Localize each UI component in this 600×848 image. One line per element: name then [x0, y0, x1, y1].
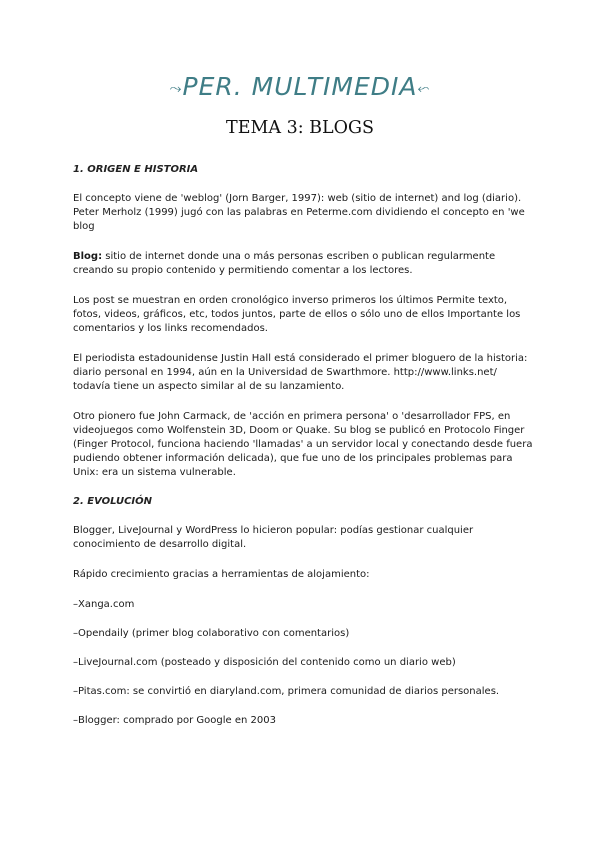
list-item: –Blogger: comprado por Google en 2003 — [73, 715, 276, 726]
paragraph-posts: Los post se muestran en orden cronológico inverso primeros los últimos Permite texto, fotos, videos, gráficos, etc, todos juntos, parte de ellos o sólo uno de ellos Importante los comentarios y los links recomendados. — [73, 295, 521, 334]
section-heading-origen: 1. ORIGEN E HISTORIA — [73, 164, 199, 175]
course-header — [0, 72, 600, 101]
list-item: –LiveJournal.com (posteado y disposición del contenido como un diario web) — [73, 657, 456, 668]
list-item: –Opendaily (primer blog colaborativo con comentarios) — [73, 628, 350, 639]
paragraph-justin-hall: El periodista estadounidense Justin Hall está considerado el primer bloguero de la historia: diario personal en 1994, aún en la Universidad de Swarthmore. http://www.links.net/ todavía tiene un aspecto similar al de su lanzamiento. — [73, 353, 528, 392]
page-title: TEMA 3: BLOGS — [226, 118, 374, 138]
course-header-label: PER. MULTIMEDIA — [182, 72, 418, 101]
document-body — [73, 164, 533, 743]
paragraph-concepto: El concepto viene de 'weblog' (Jorn Barger, 1997): web (sitio de internet) and log (diario). Peter Merholz (1999) jugó con las palabras en Peterme.com dividiendo el concepto en 'we blog — [73, 193, 525, 232]
blog-definition-text: sitio de internet donde una o más personas escriben o publican regularmente creando su propio contenido y permitiendo comentar a los lectores. — [73, 251, 496, 276]
paragraph-blog-definition — [73, 250, 533, 278]
blog-term: Blog: — [73, 251, 103, 262]
paragraph-popular-platforms: Blogger, LiveJournal y WordPress lo hicieron popular: podías gestionar cualquier conocimiento de desarrollo digital. — [73, 525, 474, 550]
list-item: –Pitas.com: se convirtió en diaryland.com, primera comunidad de diarios personales. — [73, 686, 500, 697]
arrow-hook-icon: ⬿ — [417, 79, 431, 97]
list-item: –Xanga.com — [73, 599, 135, 610]
section-heading-evolucion: 2. EVOLUCIÓN — [73, 496, 153, 507]
paragraph-john-carmack: Otro pionero fue John Carmack, de 'acción en primera persona' o 'desarrollador FPS, en videojuegos como Wolfenstein 3D, Doom or Quake. Su blog se publicó en Protocolo Finger (Finger Protocol, funciona haciendo 'llamadas' a un servidor local y conectando desde fuera pudiendo obtener información delicada), que fue uno de los principales problemas para Unix: era un sistema vulnerable. — [73, 411, 533, 478]
paragraph-crecimiento: Rápido crecimiento gracias a herramientas de alojamiento: — [73, 569, 370, 580]
arrow-right-icon: ⤳ — [169, 79, 183, 97]
